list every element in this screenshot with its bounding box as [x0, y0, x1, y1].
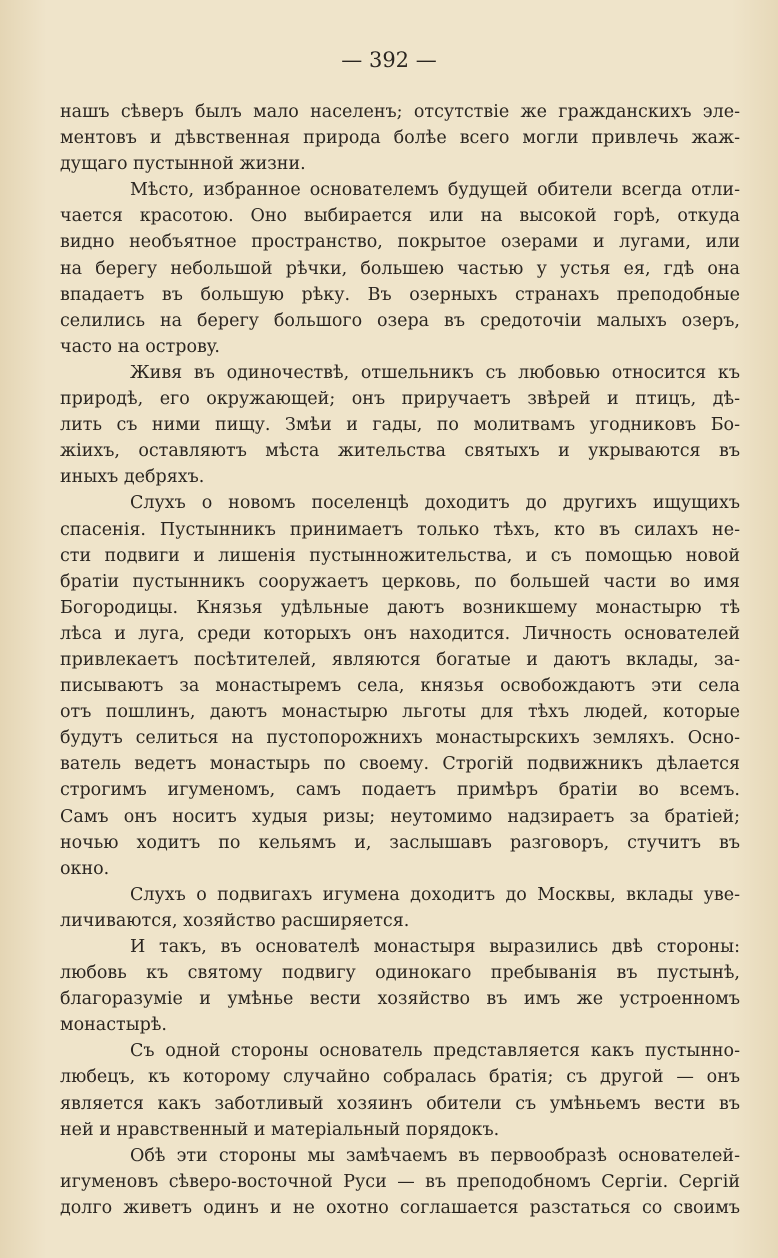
text-line: монастырѣ.: [60, 1015, 167, 1036]
text-line: строгимъ игуменомъ, самъ подаетъ примѣръ братіи во всемъ.: [60, 780, 740, 801]
text-line: на берегу небольшой рѣчки, большею частью у устья ея, гдѣ она: [60, 258, 740, 279]
paragraph: [60, 1038, 740, 1142]
text-line: природѣ, его окружающей; онъ приручаетъ звѣрей и птицъ, дѣ-: [60, 389, 740, 410]
text-line: привлекаетъ посѣтителей, являются богатые и даютъ вклады, за-: [60, 649, 740, 670]
text-line: Слухъ о подвигахъ игумена доходитъ до Москвы, вклады уве-: [130, 884, 740, 905]
text-line: любецъ, къ которому случайно собралась братія; съ другой — онъ: [60, 1067, 740, 1088]
paragraph: [60, 99, 740, 177]
text-line: ментовъ и дѣвственная природа болѣе всего могли привлечь жаж-: [60, 128, 740, 149]
text-line: Самъ онъ носитъ худыя ризы; неутомимо надзираетъ за братіей;: [60, 806, 740, 827]
text-line: игуменовъ сѣверо-восточной Руси — въ преподобномъ Сергіи. Сергій: [60, 1171, 740, 1192]
page-number: — 392 —: [341, 48, 437, 72]
text-line: впадаетъ въ большую рѣку. Въ озерныхъ странахъ преподобные: [60, 284, 740, 305]
paragraph: [60, 177, 740, 360]
text-line: является какъ заботливый хозяинъ обители съ умѣньемъ вести въ: [60, 1093, 740, 1114]
text-line: долго живетъ одинъ и не охотно соглашается разстаться со своимъ: [60, 1197, 740, 1218]
text-line: Обѣ эти стороны мы замѣчаемъ въ первообразѣ основателей-: [130, 1145, 740, 1166]
text-line: жіихъ, оставляютъ мѣста жительства святыхъ и укрываются въ: [60, 441, 740, 462]
text-line: видно необъятное пространство, покрытое озерами и лугами, или: [60, 232, 740, 253]
text-line: братіи пустынникъ сооружаетъ церковь, по большей части во имя: [60, 571, 740, 592]
text-line: дущаго пустынной жизни.: [60, 154, 306, 175]
text-line: нашъ сѣверъ былъ мало населенъ; отсутствіе же гражданскихъ эле-: [60, 102, 740, 122]
text-line: часто на островy.: [60, 336, 220, 357]
text-line: окно.: [60, 858, 110, 879]
text-line: Живя въ одиночествѣ, отшельникъ съ любовью относится къ: [130, 362, 740, 383]
paragraph: [60, 360, 740, 490]
text-line: чается красотою. Оно выбирается или на высокой горѣ, откуда: [60, 206, 740, 227]
paragraph: [60, 882, 740, 934]
text-line: спасенія. Пустынникъ принимаетъ только тѣхъ, кто въ силахъ не-: [60, 519, 740, 540]
text-line: Съ одной стороны основатель представляется какъ пустынно-: [130, 1041, 740, 1062]
text-line: ватель ведетъ монастырь по своему. Строгій подвижникъ дѣлается: [60, 754, 740, 775]
text-line: Слухъ о новомъ поселенцѣ доходитъ до другихъ ищущихъ: [130, 493, 740, 514]
text-line: Мѣсто, избранное основателемъ будущей обители всегда отли-: [130, 180, 740, 201]
text-line: селились на берегу большого озера въ средоточіи малыхъ озеръ,: [60, 310, 740, 331]
text-line: лить съ ними пищу. Змѣи и гады, по молитвамъ угодниковъ Бо-: [60, 415, 740, 436]
text-line: благоразуміе и умѣнье вести хозяйство въ имъ же устроенномъ: [60, 989, 740, 1010]
text-line: будутъ селиться на пустопорожнихъ монастырскихъ земляхъ. Осно-: [60, 728, 740, 749]
text-line: писываютъ за монастыремъ села, князья освобождаютъ эти села: [60, 676, 740, 697]
text-line: сти подвиги и лишенія пустынножительства, и съ помощью новой: [60, 545, 740, 566]
text-line: Богородицы. Князья удѣльные даютъ возникшему монастырю тѣ: [60, 597, 740, 618]
text-line: ночью ходитъ по кельямъ и, заслышавъ разговоръ, стучитъ въ: [60, 832, 740, 853]
text-line: личиваются, хозяйство расширяется.: [60, 910, 410, 931]
paragraph: [60, 934, 740, 1038]
text-line: ней и нравственный и матеріальный порядокъ.: [60, 1119, 500, 1140]
text-line: иныхъ дебряхъ.: [60, 467, 205, 488]
paragraph: [60, 1143, 740, 1221]
paragraph: [60, 490, 740, 881]
text-line: И такъ, въ основателѣ монастыря выразились двѣ стороны:: [130, 937, 740, 957]
text-line: лѣса и луга, среди которыхъ онъ находится. Личность основателей: [60, 623, 740, 644]
text-body: [60, 99, 740, 1221]
text-line: любовь къ святому подвигу одинокаго пребыванія въ пустынѣ,: [60, 963, 740, 984]
text-line: отъ пошлинъ, даютъ монастырю льготы для тѣхъ людей, которые: [60, 702, 740, 723]
